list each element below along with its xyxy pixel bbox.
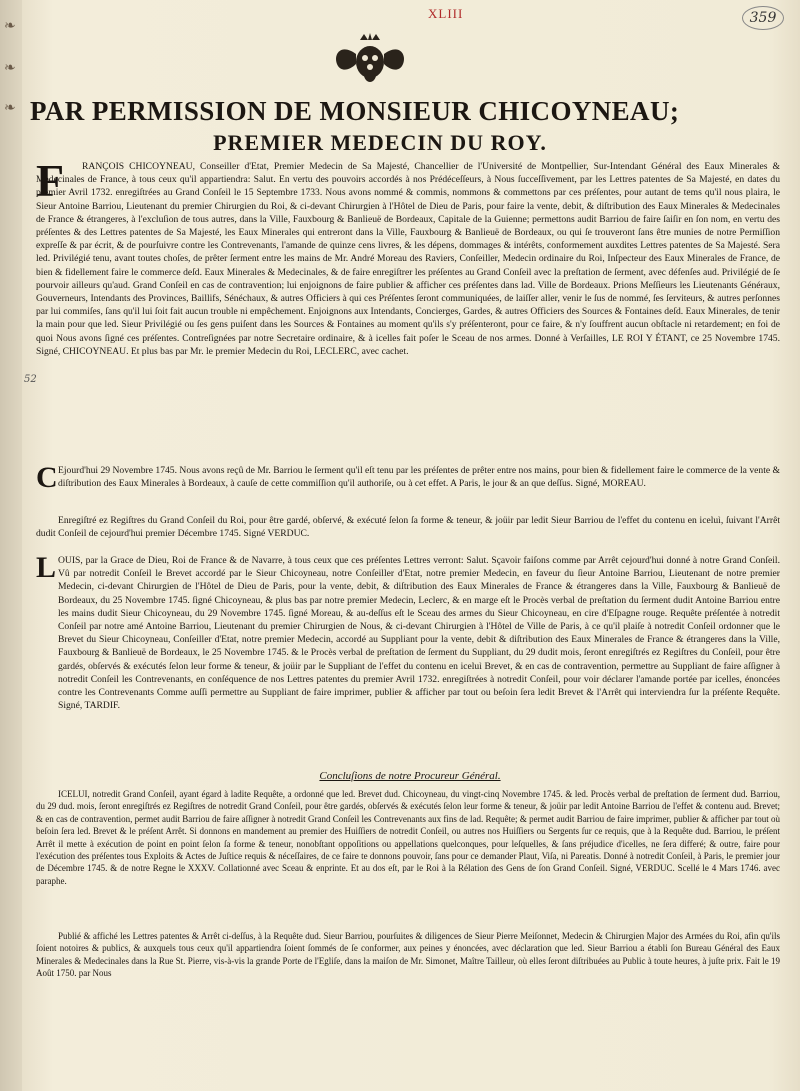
- drop-cap-2: C: [36, 461, 58, 494]
- title-line-1: PAR PERMISSION DE MONSIEUR CHICOYNEAU;: [30, 96, 680, 126]
- binding-mark: ❧: [4, 18, 16, 34]
- paragraph-publication: Publié & affiché les Lettres patentes & Arrêt ci-deſſus, à la Requête dud. Sieur Barriou, pourſuites & diligences de Sieur Pierre Meiſonnet, Medecin & Chirurgien Major des Armées du Roi, afin qu'ils ſoient notoires & publics, & auxquels tous ceux qu'il appartiendra ſoient ſommés de ſe conformer, aux peines y énoncées, avec déclaration que led. Sieur Barriou a établi ſon Bureau Général des Eaux Minerales & Medecinales dans la Rue St. Pierre, vis-à-vis la grande Porte de l'Egliſe, dans la maiſon de Mr. Simonet, Maître Tailleur, où elles ſeront diſtribuées au Public à toute heures, à juſte prix. Fait le 19 Août 1750. par Nous: [36, 931, 780, 979]
- paragraph-oath: Ejourd'hui 29 Novembre 1745. Nous avons reçû de Mr. Barriou le ſerment qu'il eſt tenu par les préſentes de prêter entre nos mains, pour bien & fidellement faire le commerce de la vente & diſtribution des Eaux Minerales à Bordeaux, à cauſe de cette commiſſion qu'il authoriſe, ou à cet effet. A Paris, le jour & an que deſſus. Signé, MOREAU.: [58, 465, 780, 490]
- paragraph-letters-patent: OUIS, par la Grace de Dieu, Roi de France & de Navarre, à tous ceux que ces préſentes Lettres verront: Salut. Sçavoir faiſons comme par Arrêt cejourd'hui donné à notre Grand Conſeil. Vû par notredit Conſeil le Brevet accordé par le Sieur Chicoyneau, notre Conſeiller d'Etat, notre premier Medecin, en faveur du ſieur Antoine Barriou, Lieutenant de notre premier Medecin, ci-devant Chirurgien de l'Hôtel de Dieu de Paris, pour la vente, debit, & diſtribution des Eaux Minerales de France & étrangeres dans la Ville, Fauxbourg & Banlieuë de Bordeaux, du 25 Novembre 1745. ſigné Chicoyneau, & plus bas par notre premier Medecin, Leclerc, & en marge eſt le Procès verbal de preſtation du ſerment dudit Antoine Barriou entre les mains dudit Sieur Chicoyneau, du 29 Novembre 1745. ſigné Moreau, & au-deſſus eſt le Sceau des armes du Sieur Chicoyneau, en cire d'Eſpagne rouge. Requête préſentée à notredit Conſeil par notre amé Antoine Barriou, Lieutenant du premier Chirurgien de Nous, & ci-devant Chirurgien à l'Hôtel de Ville de Paris, à ce qu'il plaiſe à notredit Conſeil ordonner que le Brevet du Sieur Chicoyneau, Conſeiller d'Etat, notre premier Medecin, accordé au Suppliant pour la vente, debit & diſtribution des Eaux Minerales de France & étrangeres dans la Ville, Fauxbourg & Banlieuë de Bordeaux, le 25 Novembre 1745. & le Procès verbal de preſtation de ſerment du Suppliant, du 29 dudit mois, ſeront enregiſtrés ez Regiſtres du Conſeil, pour être gardés, obſervés & exécutés ſelon leur forme & teneur, & joüir par le Suppliant de l'effet du contenu en iceluì Brevet, & en cas de contravention, permettre au Suppliant de faire aſſigner à notredit Conſeil les Contrevenants, en conſéquence de nos Lettres patentes du premier Avril 1732. enregiſtrées à notredit Conſeil, pour voir déclarer l'amande portée par icelles, énoncées contre les Contrevenants Comme auſſi permettre au Suppliant de faire imprimer, publier & afficher par tout ou beſoin ſera ledit Brevet & l'Arrêt qui interviendra ſur la préſente Requête. Signé, TARDIF.: [58, 555, 780, 712]
- binding-edge: [0, 0, 24, 1091]
- paragraph-brevet: RANÇOIS CHICOYNEAU, Conseiller d'Etat, Premier Medecin de Sa Majesté, Chancellier de l'Université de Montpellier, Sur-Intendant Général des Eaux Minerales & Medecinales de France, à tous ceux qu'il appartiendra: Salut. En vertu des pouvoirs accordés à nos Prédéceſſeurs, à Nous ſucceſſivement, par les Lettres patentes de Sa Majesté, en dates du premier Avril 1732. enregiſtrées au Grand Conſeil le 15 Septembre 1733. Nous avons nommé & commis, nommons & commettons par ces préſentes, pour autant de tems qu'il nous plaira, le Sieur Antoine Barriou, Lieutenant du premier Chirurgien du Roi, & ci-devant Chirurgien à l'Hôtel de Dieu de Paris, pour faire la vente, debit, & diſtribution des Eaux Minerales & Medecinales de France & étrangeres, à l'excluſion de tous autres, dans la Ville, Fauxbourg & Banlieuë de Bordeaux, Capitale de la Guienne; permettons audit Barriou de faire ſaiſir en ſon nom, en vertu des préſentes & des Lettres patentes de Sa Majesté, les Eaux Minerales qui entreront dans la Ville, Fauxbourg & Banlieuë de Bordeaux, ou qui ſe trouveront ſans être munies de notre Permiſſion expreſſe & par écrit, & de pourſuivre contre les Contrevenants, l'amande de quinze cens livres, & les dépens, dommages & intérêts, conformement auxdites Lettres patentes de Sa Majesté. Sera led. Privilégié tenu, avant toutes choſes, de prêter ſerment entre les mains de Mr. André Moreau des Raviers, Conſeiller, Medecin ordinaire du Roi, Inſpecteur des Eaux Minerales de France, de bien & fidellement faire le commerce deſd. Eaux Minerales & Medecinales, & de faire enregiſtrer les préſentes au Grand Conſeil avec la preſtation de ſerment, avec défenſes aud. Privilégié de ſe pourvoir ailleurs qu'aud. Grand Conſeil en cas de contravention; lui enjoignons de faire publier & afficher ces préſentes dans lad. Ville de Bordeaux. Prions Meſſieurs les Lieutenants Généraux, Gouverneurs, Intendants des Provinces, Baillifs, Sénéchaux, & autres Officiers à qui ces Préſentes ſeront communiquées, de laiſſer aller, venir le ſus de nommé, ſes ſerviteurs, & autres perſonnes par lui commiſes, ſans qu'il lui ſoit fait aucun trouble ni empêchement. Enjoignons aux Intendants, Concierges, Gardes, & autres Officiers des Sources & Fontaines deſd. Eaux Minerales, de tenir la main pour que led. Sieur Privilégié ou ſes gens puiſent dans les Sources & Fontaines au moment qu'ils s'y préſenteront, pour ce faire, & n'y ſouffrent aucun obſtacle ni retardement; en foi de quoi Nous avons ſigné ces préſentes. Contreſignées par notre Secretaire ordinaire, & à icelles fait poſer le Sceau de nos armes. Donné à Verſailles, LE ROI Y ÉTANT, ce 25 Novembre 1745. Signé, CHICOYNEAU. Et plus bas par Mr. le premier Medecin du Roi, LECLERC, avec cachet.: [36, 161, 780, 357]
- binding-mark: ❧: [4, 100, 16, 116]
- royal-crest-icon: [330, 32, 410, 86]
- paragraph-arret: ICELUI, notredit Grand Conſeil, ayant égard à ladite Requête, a ordonné que led. Brevet dud. Chicoyneau, du vingt-cinq Novembre 1745. & led. Procès verbal de preſtation de ſerment dud. Barriou, du 29 dud. mois, ſeront enregiſtrés ez Regiſtres de notredit Grand Conſeil, pour être gardés, obſervés & exécutés ſelon leur forme & teneur, & joüir par ledit Antoine Barriou de l'effet & contenu aud. Brevet; & en cas de contravention, permet audit Barriou de faire aſſigner à notredit Grand Conſeil les Contrevenants aux fins de lad. Requête; & permet audit Barriou de faire imprimer, publier & afficher par tout où beſoin ſera led. Brevet & le préſent Arrêt. Si donnons en mandement au premier des Huiſſiers de notredit Conſeil, ou autres nos Huiſſiers ou Sergents ſur ce requis, que à la Requête dud. Barriou, le préſent Arrêt il mette à exécution de point en point ſelon ſa forme & teneur, nonobſtant oppoſitions ou appellations quelconques, pour leſquelles, & ſans préjudice d'icelles, ne ſera differé; & outre, faire pour l'exécution des préſentes tous Exploits & Actes de Juſtice requis & néceſſaires, de ce faire te donnons pouvoir, ſans pour ce demander Plaut, Viſa, ni Pareatis. Donné à notredit Conſeil, à Paris, le premier jour de Décembre 1745. & de notre Regne le XXXV. Collationné avec Sceau & enprinte. Et au dos eſt, par le Roi à la Rélation des Gens de ſon Grand Conſeil. Signé, VERDUC. Scellé le 4 Mars 1746. avec paraphe.: [36, 789, 780, 886]
- title-line-2: PREMIER MEDECIN DU ROY.: [213, 130, 547, 155]
- folio-mark: XLIII: [428, 6, 464, 21]
- paragraph-registration: Enregiſtré ez Regiſtres du Grand Conſeil du Roi, pour être gardé, obſervé, & exécuté ſelon ſa forme & teneur, & joüir par ledit Sieur Barriou de l'effet du contenu en iceluì, ſuivant l'Arrêt dudit Conſeil de cejourd'hui premier Décembre 1745. Signé VERDUC.: [36, 515, 780, 540]
- page-number: 359: [742, 6, 784, 30]
- drop-cap: F: [36, 155, 65, 206]
- binding-mark: ❧: [4, 60, 16, 76]
- conclusions-heading: Concluſions de notre Procureur Général.: [319, 770, 501, 782]
- drop-cap-3: L: [36, 551, 57, 584]
- margin-note: 52: [24, 374, 37, 385]
